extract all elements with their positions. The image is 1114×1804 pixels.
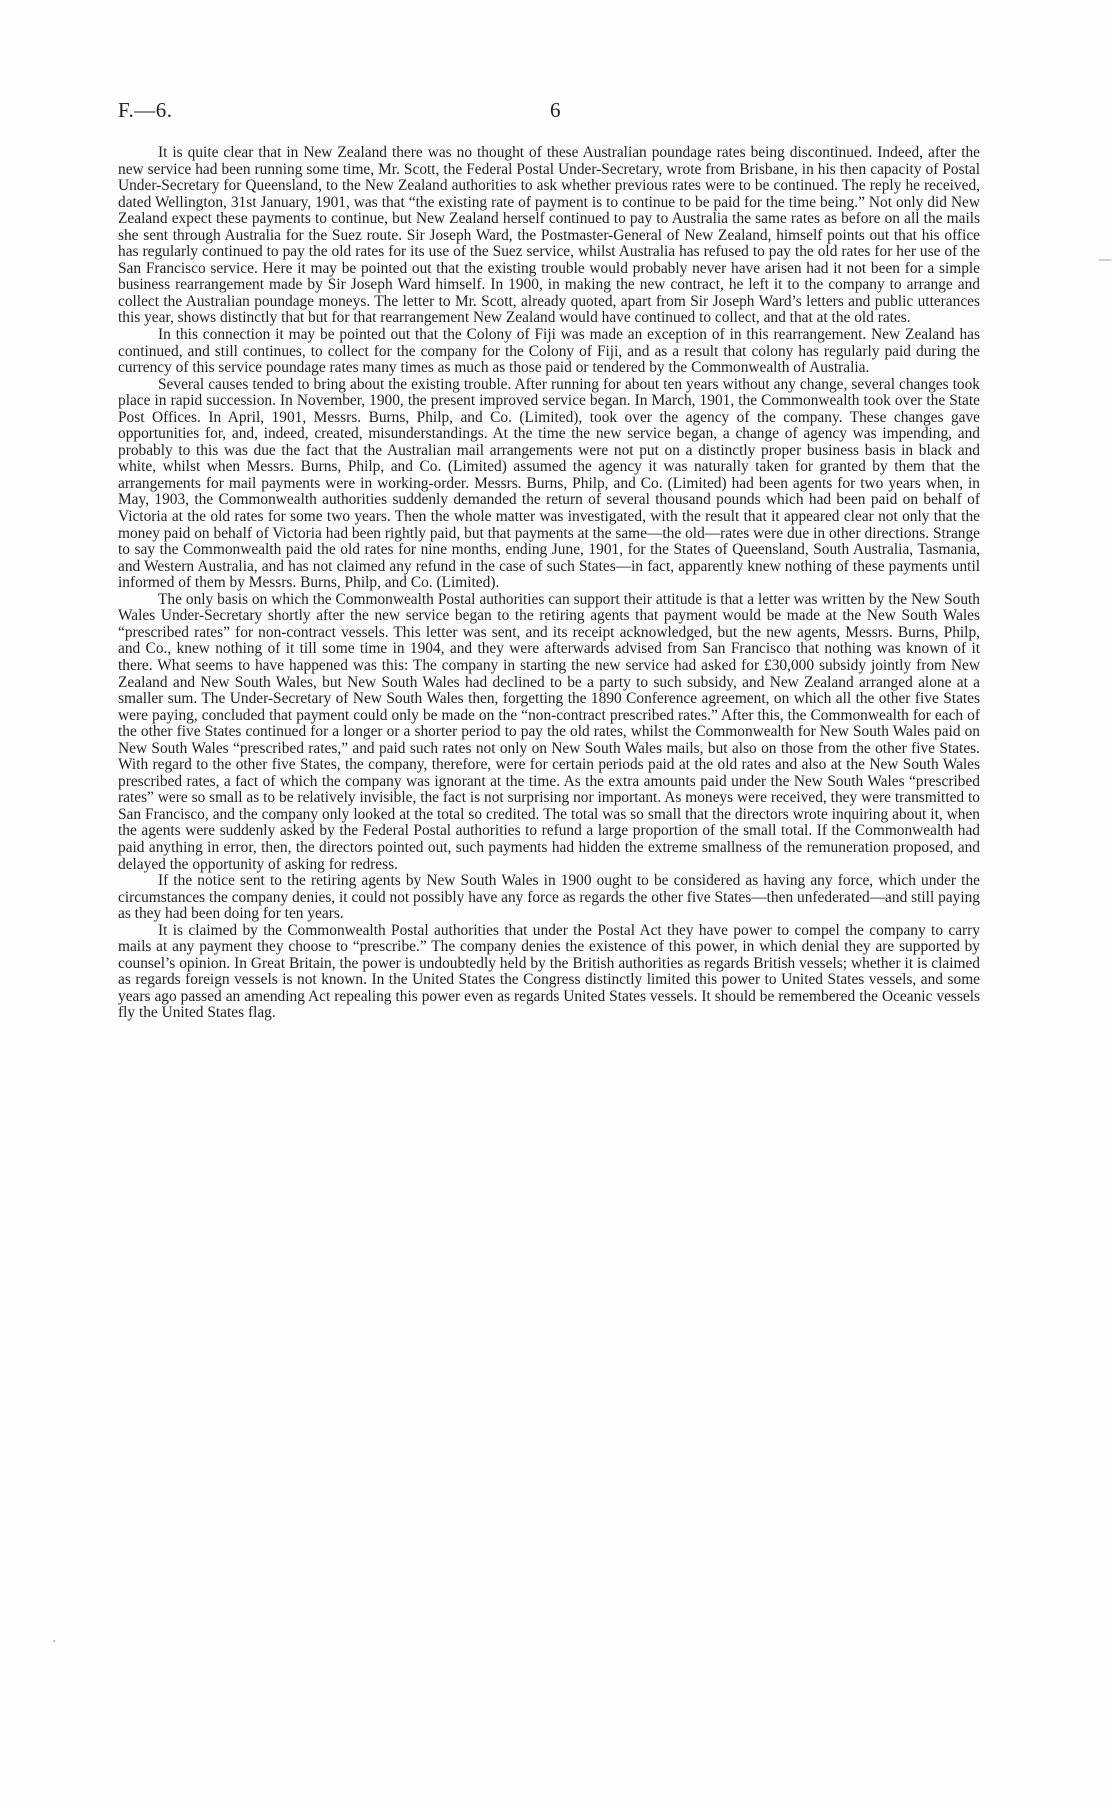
- margin-mark-right: —: [1098, 252, 1112, 268]
- page-number: 6: [550, 98, 561, 122]
- body-text: [118, 145, 980, 1022]
- paragraph-1: It is quite clear that in New Zealand there was no thought of these Australian poundage rates being discontinued. Indeed, after the new service had been running some time, Mr. Scott, the Federal Postal Under-Secretary, wrote from Brisbane, in his then capacity of Postal Under-Secretary for Queensland, to the New Zealand authorities to ask whether previous rates were to be continued. The reply he received, dated Wellington, 31st January, 1901, was that “the existing rate of payment is to continue to be paid for the time being.” Not only did New Zealand expect these payments to continue, but New Zealand herself continued to pay to Australia the same rates as before on all the mails she sent through Australia for the Suez route. Sir Joseph Ward, the Postmaster-General of New Zealand, himself points out that his office has regularly continued to pay the old rates for its use of the Suez service, whilst Australia has refused to pay the old rates for her use of the San Francisco service. Here it may be pointed out that the existing trouble would probably never have arisen had it not been for a simple business rearrangement made by Sir Joseph Ward himself. In 1900, in making the new contract, he left it to the company to arrange and collect the Australian poundage moneys. The letter to Mr. Scott, already quoted, apart from Sir Joseph Ward’s letters and public utterances this year, shows distinctly that but for that rearrangement New Zealand would have continued to collect, and that at the old rates.: [118, 144, 980, 327]
- page-header: [118, 98, 998, 130]
- margin-mark-left: ·: [52, 1634, 57, 1650]
- paragraph-2: In this connection it may be pointed out that the Colony of Fiji was made an exception of in this rearrangement. New Zealand has continued, and still continues, to collect for the company for the Colony of Fiji, and as a result that colony has regularly paid during the currency of this service poundage rates many times as much as those paid or tendered by the Commonwealth of Australia.: [118, 326, 980, 377]
- paragraph-6: It is claimed by the Commonwealth Postal authorities that under the Postal Act they have power to compel the company to carry mails at any payment they choose to “prescribe.” The company denies the existence of this power, in which denial they are supported by counsel’s opinion. In Great Britain, the power is undoubtedly held by the British authorities as regards British vessels; whether it is claimed as regards foreign vessels is not known. In the United States the Congress distinctly limited this power to United States vessels, and some years ago passed an amending Act repealing this power even as regards United States vessels. It should be remembered the Oceanic vessels fly the United States flag.: [118, 921, 980, 1022]
- paragraph-5: If the notice sent to the retiring agents by New South Wales in 1900 ought to be considered as having any force, which under the circumstances the company denies, it could not possibly have any force as regards the other five States—then unfederated—and still paying as they had been doing for ten years.: [118, 872, 980, 923]
- paragraph-4: The only basis on which the Commonwealth Postal authorities can support their attitude is that a letter was written by the New South Wales Under-Secretary shortly after the new service began to the retiring agents that payment would be made at the New South Wales “prescribed rates” for non-contract vessels. This letter was sent, and its receipt acknowledged, but the new agents, Messrs. Burns, Philp, and Co., knew nothing of it till some time in 1904, and they were afterwards advised from San Francisco that nothing was known of it there. What seems to have happened was this: The company in starting the new service had asked for £30,000 subsidy jointly from New Zealand and New South Wales, but New South Wales had declined to be a party to such subsidy, and New Zealand arranged alone at a smaller sum. The Under-Secretary of New South Wales then, forgetting the 1890 Conference agreement, on which all the other five States were paying, concluded that payment could only be made on the “non-contract prescribed rates.” After this, the Commonwealth for each of the other five States continued for a longer or a shorter period to pay the old rates, whilst the Commonwealth for New South Wales paid on New South Wales “prescribed rates,” and paid such rates not only on New South Wales mails, but also on those from the other five States. With regard to the other five States, the company, therefore, were for certain periods paid at the old rates and also at the New South Wales prescribed rates, a fact of which the company was ignorant at the time. As the extra amounts paid under the New South Wales “prescribed rates” were so small as to be relatively invisible, the fact is not surprising nor important. As moneys were received, they were transmitted to San Francisco, and the company only looked at the total so credited. The total was so small that the directors wrote inquiring about it, when the agents were suddenly asked by the Federal Postal authorities to refund a large proportion of the small total. If the Commonwealth had paid anything in error, then, the directors pointed out, such payments had hidden the extreme smallness of the remuneration proposed, and delayed the opportunity of asking for redress.: [118, 590, 980, 873]
- document-reference: F.—6.: [118, 98, 173, 122]
- paragraph-3: Several causes tended to bring about the existing trouble. After running for about ten years without any change, several changes took place in rapid succession. In November, 1900, the present improved service began. In March, 1901, the Commonwealth took over the State Post Offices. In April, 1901, Messrs. Burns, Philp, and Co. (Limited), took over the agency of the company. These changes gave opportunities for, and, indeed, created, misunderstandings. At the time the new service began, a change of agency was impending, and probably to this was due the fact that the Australian mail arrangements were not put on a distinctly proper business basis in black and white, whilst when Messrs. Burns, Philp, and Co. (Limited) assumed the agency it was naturally taken for granted by them that the arrangements for mail payments were in working-order. Messrs. Burns, Philp, and Co. (Limited) had been agents for two years when, in May, 1903, the Commonwealth authorities suddenly demanded the return of several thousand pounds which had been paid on behalf of Victoria at the old rates for some two years. Then the whole matter was investigated, with the result that it appeared clear not only that the money paid on behalf of Victoria had been rightly paid, but that payments at the same—the old—rates were due in other directions. Strange to say the Commonwealth paid the old rates for nine months, ending June, 1901, for the States of Queensland, South Australia, Tasmania, and Western Australia, and has not claimed any refund in the case of such States—in fact, apparently knew nothing of these payments until informed of them by Messrs. Burns, Philp, and Co. (Limited).: [118, 375, 980, 592]
